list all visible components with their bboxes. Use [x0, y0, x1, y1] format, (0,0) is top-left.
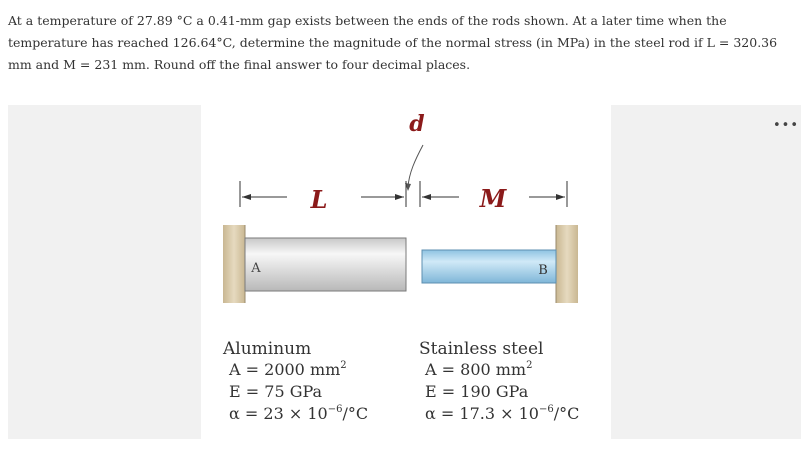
rods-figure [201, 105, 611, 439]
gap-label: d [409, 111, 425, 137]
aluminum-area: A = 2000 $mm^2$ [229, 360, 347, 379]
question-text: At a temperature of 27.89 °C a 0.41-mm gap exists between the ends of the rods shown. At a later time when the temperature has reached 126.64°C, determine the magnitude of the normal stress (in MPa) in the steel rod if L = 320.36 mm and M = 231 mm. Round off the final answer to four decimal places. [8, 13, 778, 72]
right-dim-label: M [479, 184, 507, 213]
left-dim-arrowhead-a [242, 194, 251, 200]
steel-area: A = 800 $mm^2$ [425, 360, 533, 379]
more-options-icon[interactable]: ••• [773, 118, 800, 133]
right-dim-arrowhead-a [422, 194, 431, 200]
aluminum-rod [245, 238, 406, 291]
aluminum-modulus: E = 75 GPa [229, 382, 323, 401]
steel-rod [422, 250, 556, 283]
steel-alpha: $\alpha = 17.3 \times 10^{-6}/^\circ C$ [425, 404, 580, 423]
aluminum-name: Aluminum [223, 339, 312, 359]
left-margin-panel [8, 105, 201, 439]
left-wall [223, 225, 245, 303]
right-wall [556, 225, 578, 303]
left-end-label: A [251, 261, 261, 276]
steel-modulus: E = 190 GPa [425, 382, 529, 401]
left-dim-arrowhead-b [395, 194, 404, 200]
aluminum-alpha: $\alpha = 23 \times 10^{-6}/^\circ C$ [229, 404, 369, 423]
right-end-label: B [538, 263, 548, 278]
gap-pointer-arrow [408, 145, 423, 187]
steel-name: Stainless steel [419, 339, 544, 359]
right-margin-panel [611, 105, 801, 439]
left-dim-label: L [310, 185, 328, 214]
right-dim-arrowhead-b [556, 194, 565, 200]
